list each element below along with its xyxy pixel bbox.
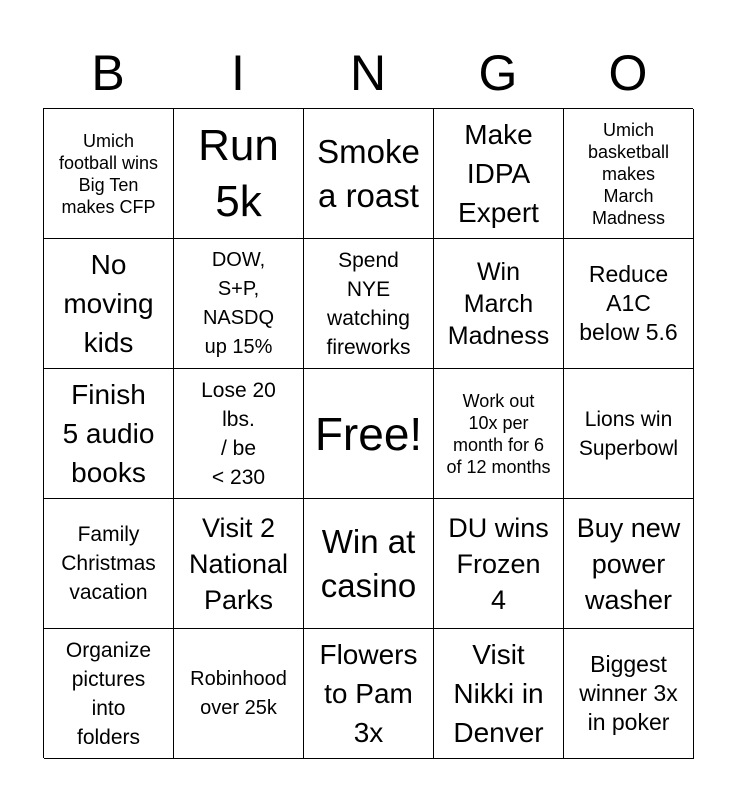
cell-text: Visit 2 National Parks bbox=[188, 512, 289, 615]
bingo-cell[interactable] bbox=[434, 369, 564, 499]
cell-text: Visit Nikki in Denver bbox=[453, 639, 544, 748]
cell-text: Smoke a roast bbox=[317, 132, 420, 214]
cell-text: Family Christmas vacation bbox=[61, 523, 156, 604]
bingo-cell[interactable] bbox=[304, 629, 434, 759]
bingo-cell[interactable] bbox=[44, 499, 174, 629]
bingo-cell[interactable] bbox=[564, 629, 694, 759]
header-letter-b: B bbox=[91, 45, 125, 101]
bingo-cell[interactable] bbox=[304, 109, 434, 239]
bingo-cell[interactable] bbox=[304, 239, 434, 369]
header-letter-o: O bbox=[608, 45, 648, 101]
bingo-cell[interactable] bbox=[564, 369, 694, 499]
cell-text: Umich football wins Big Ten makes CFP bbox=[58, 130, 159, 217]
header-letter-n: N bbox=[349, 45, 387, 101]
cell-text: Reduce A1C below 5.6 bbox=[579, 261, 678, 345]
free-space-cell[interactable] bbox=[304, 369, 434, 499]
cell-text: Work out 10x per month for 6 of 12 months bbox=[446, 390, 551, 477]
bingo-cell[interactable] bbox=[564, 109, 694, 239]
bingo-cell[interactable] bbox=[174, 629, 304, 759]
header-letter-g: G bbox=[478, 45, 518, 101]
cell-text: Lose 20 lbs. / be < 230 bbox=[201, 378, 276, 489]
cell-text: Buy new power washer bbox=[576, 512, 681, 615]
bingo-cell[interactable] bbox=[434, 499, 564, 629]
bingo-cell[interactable] bbox=[44, 629, 174, 759]
cell-text: Free! bbox=[314, 407, 423, 460]
bingo-cell[interactable] bbox=[434, 239, 564, 369]
cell-text: Umich basketball makes March Madness bbox=[587, 119, 670, 228]
cell-text: DOW, S+P, NASDQ up 15% bbox=[202, 248, 275, 358]
cell-text: Make IDPA Expert bbox=[458, 119, 539, 228]
bingo-cell[interactable] bbox=[564, 239, 694, 369]
cell-text: No moving kids bbox=[63, 249, 154, 358]
bingo-cell[interactable] bbox=[174, 239, 304, 369]
bingo-card-grid bbox=[43, 108, 693, 758]
cell-text: Win at casino bbox=[320, 522, 417, 604]
cell-text: Run 5k bbox=[198, 120, 279, 226]
cell-text: Spend NYE watching fireworks bbox=[326, 248, 411, 359]
cell-text: Win March Madness bbox=[447, 257, 550, 350]
bingo-cell[interactable] bbox=[44, 109, 174, 239]
bingo-cell[interactable] bbox=[304, 499, 434, 629]
cell-text: Lions win Superbowl bbox=[578, 407, 679, 460]
bingo-header bbox=[43, 38, 693, 108]
header-letter-i: I bbox=[231, 45, 245, 101]
cell-text: Finish 5 audio books bbox=[62, 379, 155, 488]
bingo-cell[interactable] bbox=[434, 629, 564, 759]
bingo-cell[interactable] bbox=[44, 239, 174, 369]
cell-text: Biggest winner 3x in poker bbox=[579, 651, 678, 735]
cell-text: Robinhood over 25k bbox=[190, 667, 287, 719]
cell-text: Flowers to Pam 3x bbox=[319, 639, 418, 748]
bingo-cell[interactable] bbox=[174, 499, 304, 629]
bingo-cell[interactable] bbox=[564, 499, 694, 629]
cell-text: Organize pictures into folders bbox=[65, 638, 152, 749]
bingo-cell[interactable] bbox=[44, 369, 174, 499]
cell-text: DU wins Frozen 4 bbox=[448, 512, 549, 615]
bingo-cell[interactable] bbox=[174, 369, 304, 499]
bingo-cell[interactable] bbox=[174, 109, 304, 239]
bingo-cell[interactable] bbox=[434, 109, 564, 239]
